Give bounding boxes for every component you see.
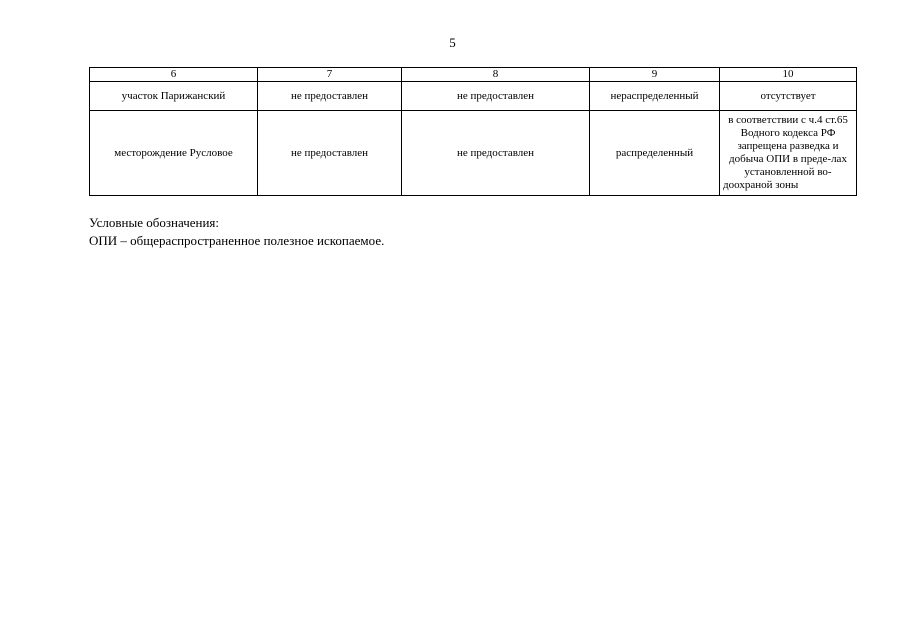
column-header: 10 xyxy=(720,68,857,82)
table-cell: нераспределенный xyxy=(590,82,720,111)
table-cell: не предоставлен xyxy=(402,111,590,196)
table-cell: в соответствии с ч.4 ст.65 Водного кодекса РФ запрещена разведка и добыча ОПИ в преде-лах установленной во-доохраной зоны xyxy=(720,111,857,196)
column-header: 9 xyxy=(590,68,720,82)
data-table xyxy=(89,67,857,196)
table-cell: не предоставлен xyxy=(258,82,402,111)
page-number: 5 xyxy=(449,35,456,50)
table-cell: участок Парижанский xyxy=(90,82,258,111)
legend-title: Условные обозначения: xyxy=(89,215,220,230)
table-cell: отсутствует xyxy=(720,82,857,111)
table-cell: месторождение Русловое xyxy=(90,111,258,196)
table-cell: распределенный xyxy=(590,111,720,196)
table-cell: не предоставлен xyxy=(258,111,402,196)
legend-line: ОПИ – общераспространенное полезное ископаемое. xyxy=(89,233,385,248)
table-row xyxy=(90,111,857,196)
column-header: 8 xyxy=(402,68,590,82)
table-header-row xyxy=(90,68,857,82)
column-header: 6 xyxy=(90,68,258,82)
column-header: 7 xyxy=(258,68,402,82)
table-row xyxy=(90,82,857,111)
legend xyxy=(89,214,384,250)
table-cell: не предоставлен xyxy=(402,82,590,111)
